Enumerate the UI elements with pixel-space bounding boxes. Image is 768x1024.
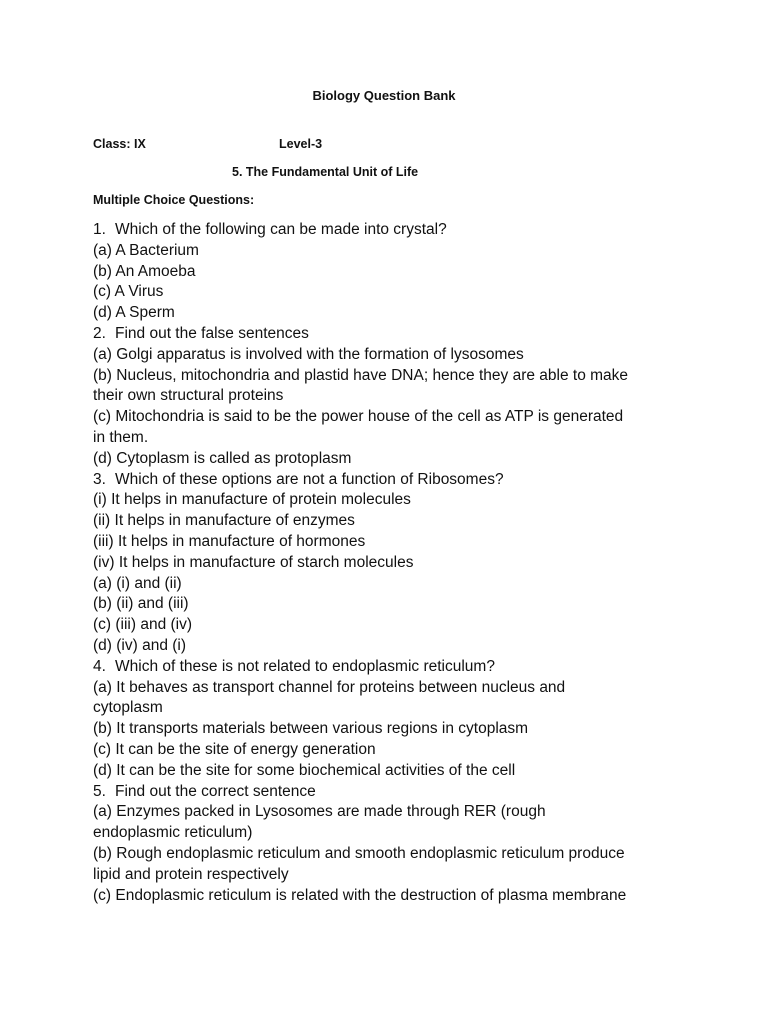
option-line: (d) Cytoplasm is called as protoplasm bbox=[93, 449, 352, 467]
option-line: (a) (i) and (ii) bbox=[93, 574, 182, 592]
question-number: 2. bbox=[93, 324, 106, 342]
question-number: 3. bbox=[93, 470, 106, 488]
option-line: (d) A Sperm bbox=[93, 304, 175, 322]
question-text: Which of these is not related to endoplasmic reticulum? bbox=[115, 657, 495, 675]
option-line: (a) Enzymes packed in Lysosomes are made through RER (rough endoplasmic reticulum) bbox=[93, 803, 546, 842]
question-3 bbox=[93, 470, 633, 657]
option-line: (b) (ii) and (iii) bbox=[93, 595, 189, 613]
question-stem bbox=[93, 782, 633, 803]
option-line: (a) It behaves as transport channel for proteins between nucleus and cytoplasm bbox=[93, 678, 566, 717]
page-title: Biology Question Bank bbox=[312, 88, 456, 103]
option-line: (c) Mitochondria is said to be the power house of the cell as ATP is generated in them. bbox=[93, 408, 624, 446]
question-4 bbox=[93, 657, 633, 782]
statement-line: (i) It helps in manufacture of protein molecules bbox=[93, 491, 411, 509]
question-text: Find out the correct sentence bbox=[115, 782, 316, 800]
question-text: Which of the following can be made into crystal? bbox=[115, 221, 447, 238]
option-line: (b) Nucleus, mitochondria and plastid have DNA; hence they are able to make their own structural proteins bbox=[93, 366, 629, 405]
question-text: Find out the false sentences bbox=[115, 324, 309, 342]
statement-line: (iv) It helps in manufacture of starch molecules bbox=[93, 553, 414, 571]
question-list bbox=[93, 220, 633, 906]
question-5 bbox=[93, 782, 633, 907]
question-number: 1. bbox=[93, 221, 106, 238]
chapter-heading: 5. The Fundamental Unit of Life bbox=[232, 165, 419, 179]
option-line: (d) (iv) and (i) bbox=[93, 636, 187, 654]
question-number: 4. bbox=[93, 657, 106, 675]
class-level-line bbox=[93, 137, 693, 151]
question-1 bbox=[93, 220, 633, 324]
question-2 bbox=[93, 324, 633, 470]
statement-line: (iii) It helps in manufacture of hormones bbox=[93, 532, 366, 550]
option-line: (d) It can be the site for some biochemical activities of the cell bbox=[93, 761, 516, 779]
question-stem bbox=[93, 220, 633, 241]
option-line: (b) It transports materials between various regions in cytoplasm bbox=[93, 720, 529, 738]
option-line: (c) (iii) and (iv) bbox=[93, 616, 193, 634]
option-line: (b) Rough endoplasmic reticulum and smooth endoplasmic reticulum produce lipid and protein respectively bbox=[93, 844, 625, 883]
section-heading: Multiple Choice Questions: bbox=[93, 193, 255, 207]
option-line: (c) A Virus bbox=[93, 283, 164, 301]
question-number: 5. bbox=[93, 782, 106, 800]
question-stem bbox=[93, 324, 633, 345]
option-line: (c) Endoplasmic reticulum is related with the destruction of plasma membrane bbox=[93, 886, 627, 904]
option-line: (a) A Bacterium bbox=[93, 241, 199, 259]
statement-line: (ii) It helps in manufacture of enzymes bbox=[93, 512, 355, 530]
level-label: Level-3 bbox=[279, 137, 323, 151]
option-line: (c) It can be the site of energy generation bbox=[93, 740, 376, 758]
question-stem bbox=[93, 470, 633, 491]
class-label: Class: IX bbox=[93, 137, 146, 151]
option-line: (a) Golgi apparatus is involved with the formation of lysosomes bbox=[93, 345, 524, 363]
option-line: (b) An Amoeba bbox=[93, 262, 196, 280]
question-stem bbox=[93, 657, 633, 678]
question-text: Which of these options are not a function of Ribosomes? bbox=[115, 470, 504, 488]
